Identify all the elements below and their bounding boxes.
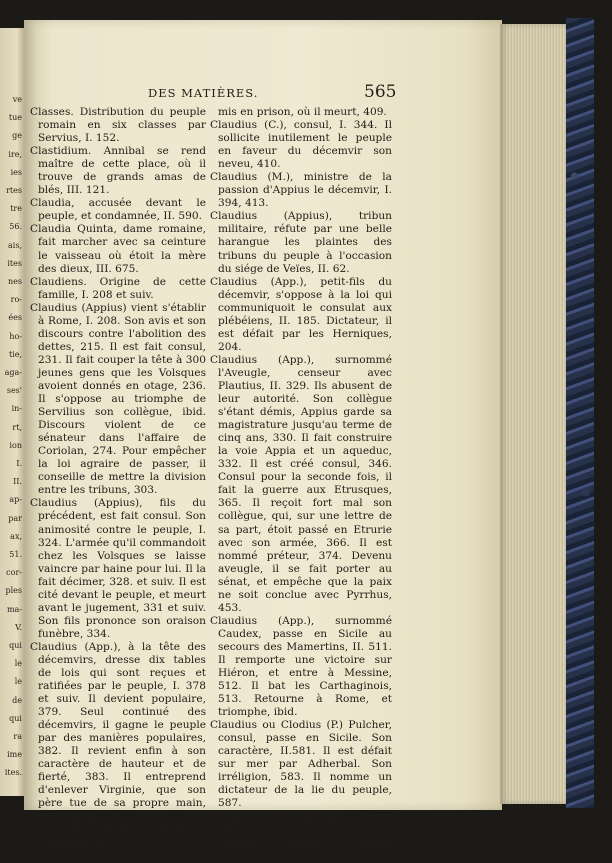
margin-fragment: ies (10, 167, 22, 177)
margin-fragment: ra (13, 732, 22, 741)
margin-fragment: cor- (6, 568, 22, 578)
margin-fragment: V. (15, 622, 22, 632)
index-entry: Claudia Quinta, dame romaine, fait marcher avec sa ceinture le vaisseau où étoit la mère des dieux, III. 675. (30, 223, 206, 275)
margin-fragment: le (14, 659, 22, 669)
margin-fragment: in- (11, 404, 22, 414)
margin-fragment: ites (7, 258, 22, 268)
index-entry: mis en prison, où il meurt, 409. (218, 106, 387, 118)
margin-fragment: ve (12, 95, 22, 104)
index-entry: Clastidium. Annibal se rend maître de cette place, où il trouve de grands amas de blés, III. 121. (30, 145, 206, 197)
right-column (210, 106, 392, 863)
index-entry: Claudius (Appius), tribun militaire, réfute par une belle harangue les plaintes des tribuns du peuple à l'occasion du siége de Veïes, II. 62. (210, 210, 392, 275)
margin-fragment: qui (9, 641, 22, 650)
margin-fragment: le (14, 677, 22, 687)
index-entry: Claudius Asellus. Combat singulier (210, 836, 392, 862)
margin-fragment: ro- (10, 295, 22, 305)
index-entry: Claudius (Appius) vient s'établir à Rome, I. 208. Son avis et son discours contre l'abolition des dettes, 215. Il est fait consul, 231. Il fait couper la tête à 300 jeunes gens que les Volsques avoient donnés en otage, 236. Il s'oppose au triomphe de Servilius son collègue, ibid. Discours violent de ce sénateur dans l'affaire de Coriolan, 274. Pour empêcher la loi agraire de passer, il conseille de mettre la division entre les tribuns, 303. (30, 301, 206, 497)
margin-fragment: ma- (6, 604, 22, 614)
index-entry: Claudius ou Clodius (P.) Pulcher, consul, passe en Sicile. Son caractère, II.581. Il est défait sur mer par Adherbal. Son irréligion, 583. Il nomme un dictateur de la lie du peuple, 587. (210, 719, 392, 810)
marbled-cover (566, 18, 594, 808)
margin-fragment: tue (8, 113, 22, 123)
margin-fragment: ax, (10, 531, 22, 541)
margin-fragment: ho- (9, 331, 22, 341)
margin-fragment: ses' (6, 386, 22, 396)
margin-fragment: qui (9, 713, 22, 723)
page-fore-edge (500, 24, 570, 804)
index-entry: Claudius (M.), ministre de la passion d'Appius le décemvir, I. 394, 413. (210, 171, 392, 210)
index-entry: Claudius (App.), à la tête des décemvirs, dresse dix tables de lois qui sont reçues et ratifiées par le peuple, I. 378 et suiv. Il devient populaire, 379. Seul continué des décemvirs, il gagne le peuple par des manières populaires, 382. Il revient enfin à son caractère de hauteur et de fierté, 383. Il entreprend d'enlever Virginie, que son père tue de sa propre main, 393. Danger qu'il court à cette occasion, 399. Il est appelé en jugement, et (30, 640, 206, 849)
index-entry: Classes. Distribution du peuple romain en six classes par Servius, I. 152. (30, 106, 206, 145)
margin-fragment: rt, (12, 422, 22, 432)
margin-fragment: ais, (8, 240, 22, 250)
margin-fragment: tre (10, 204, 22, 214)
margin-fragment: nes (8, 277, 22, 286)
index-entry: Claudiens. Origine de cette famille, I. 208 et suiv. (30, 275, 206, 301)
margin-fragment: ime (7, 750, 22, 760)
index-entry: Claudius (C.), consul, I. 344. Il sollicite inutilement le peuple en faveur du décemvir son neveu, 410. (210, 119, 392, 171)
margin-fragment: tie, (8, 349, 22, 359)
margin-fragment: 56. (9, 222, 22, 232)
margin-fragment: ge (12, 131, 22, 141)
index-entry: Claudius (App.), petit-fils du décemvir, s'oppose à la loi qui communiquoit le consulat aux plébéiens, II. 185. Dictateur, il est défait par les Herniques, 204. (210, 275, 392, 353)
margin-fragment: ites. (4, 768, 22, 778)
margin-fragment: II. (13, 477, 22, 487)
left-column (30, 106, 206, 850)
margin-fragment: ion (9, 440, 22, 450)
index-entry: Claudius (App.), surnommé Caudex, passe en Sicile au secours des Mamertins, II. 511. Il remporte une victoire sur Hiéron, et entre à Messine, 512. Il bat les Carthaginois, 513. Retourne à Rome, et triomphe, ibid. (210, 614, 392, 719)
margin-fragment: rtes (6, 186, 22, 195)
margin-fragment: de (12, 695, 22, 705)
margin-fragment: ées (8, 313, 22, 323)
book-page (24, 20, 502, 862)
index-entry: Claudius (M.) Marcellus. Voyez Marcellus. (210, 810, 392, 836)
margin-fragment: ire, (8, 149, 22, 159)
margin-fragment: ples (5, 586, 22, 596)
page-number: 565 (364, 82, 397, 102)
index-entry: Claudia, accusée devant le peuple, et condamnée, II. 590. (30, 197, 206, 223)
margin-fragment: aga- (4, 368, 22, 377)
index-entry: Claudius (App.), surnommé l'Aveugle, censeur avec Plautius, II. 329. Ils abusent de leur autorité. Son collègue s'étant démis, Appius garde sa magistrature jusqu'au terme de cinq ans, 330. Il fait construire la voie Appia et un aqueduc, 332. Il est créé consul, 346. Consul pour la seconde fois, il fait la guerre aux Etrusques, 365. Il reçoit fort mal son collègue, qui, sur une lettre de sa part, étoit passé en Etrurie avec son armée, 366. Il est nommé préteur, 374. Devenu aveugle, il se fait porter au sénat, et empêche que la paix ne soit conclue avec Pyrrhus, 453. (210, 353, 392, 614)
running-title: DES MATIÈRES. (148, 86, 259, 100)
margin-fragment: ap- (9, 495, 22, 505)
margin-fragment: I. (16, 459, 22, 468)
margin-fragment: 51. (9, 550, 22, 559)
index-entry: Claudius (Appius), fils du précédent, est fait consul. Son animosité contre le peuple, I. 324. L'armée qu'il commandoit chez les Volsques se laisse vaincre par haine pour lui. Il la fait décimer, 328. et suiv. Il est cité devant le peuple, et meurt avant le jugement, 331 et suiv. Son fils prononce son oraison funèbre, 334. (30, 497, 206, 640)
page-header (24, 84, 502, 104)
previous-page-edge (0, 28, 24, 796)
margin-fragment: par (8, 513, 22, 523)
